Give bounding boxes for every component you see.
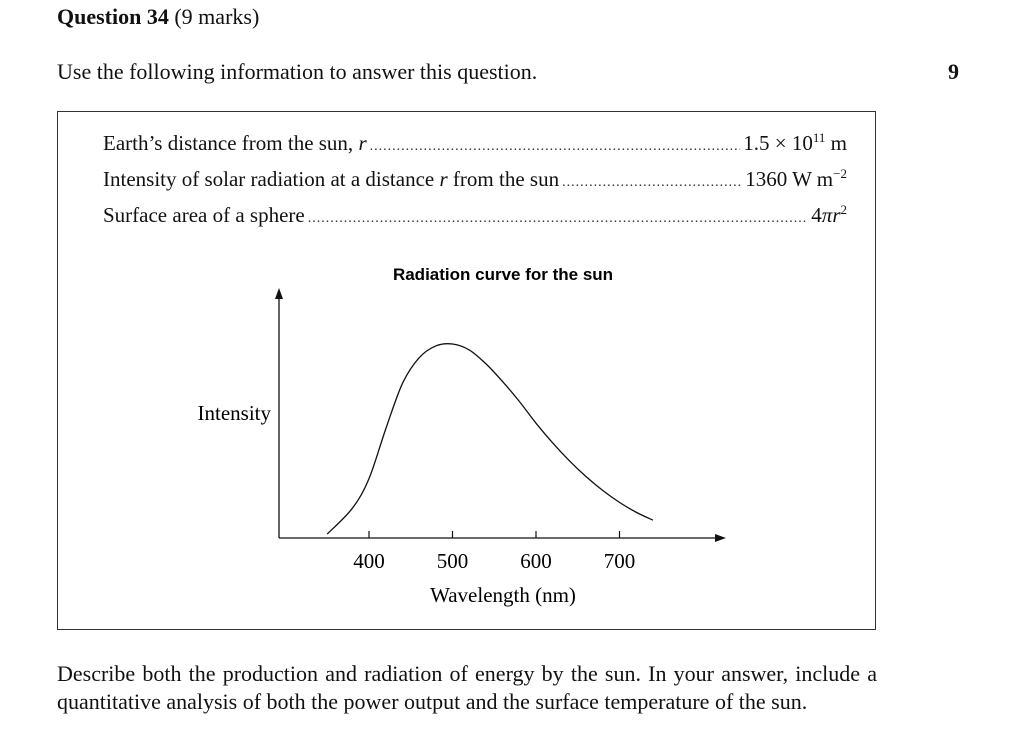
information-box [57,111,876,630]
question-marks: (9 marks) [174,4,260,29]
chart-title: Radiation curve for the sun [392,265,614,284]
y-axis-label: Intensity [197,401,271,425]
x-tick-label: 700 [603,549,636,573]
info-label: Intensity of solar radiation at a distance r from the sun [103,167,560,191]
info-label: Earth’s distance from the sun, r [103,131,367,155]
x-ticks [353,531,635,573]
y-axis-arrow [275,288,283,299]
x-axis-label: Wavelength (nm) [430,583,576,607]
question-paragraph: Describe both the production and radiation of energy by the sun. In your answer, include a quantitative analysis of both the power output and the surface temperature of the sun. [57,661,877,714]
intro-text: Use the following information to answer this question. [57,59,538,84]
info-value: $1.5 \times 10^{11}$ m [743,130,847,155]
radiation-chart [58,112,875,629]
info-value: $4\pi r^2$ [811,202,847,227]
question-label: Question 34 [57,4,169,29]
radiation-curve [327,344,653,534]
question-title [57,4,259,30]
info-label: Surface area of a sphere [103,203,305,227]
x-tick-label: 500 [436,549,469,573]
page-number: 9 [948,59,959,84]
info-value: 1360 W $m^{-2}$ [745,166,847,191]
x-tick-label: 600 [520,549,552,573]
x-tick-label: 400 [353,549,385,573]
x-axis-arrow [715,534,726,542]
